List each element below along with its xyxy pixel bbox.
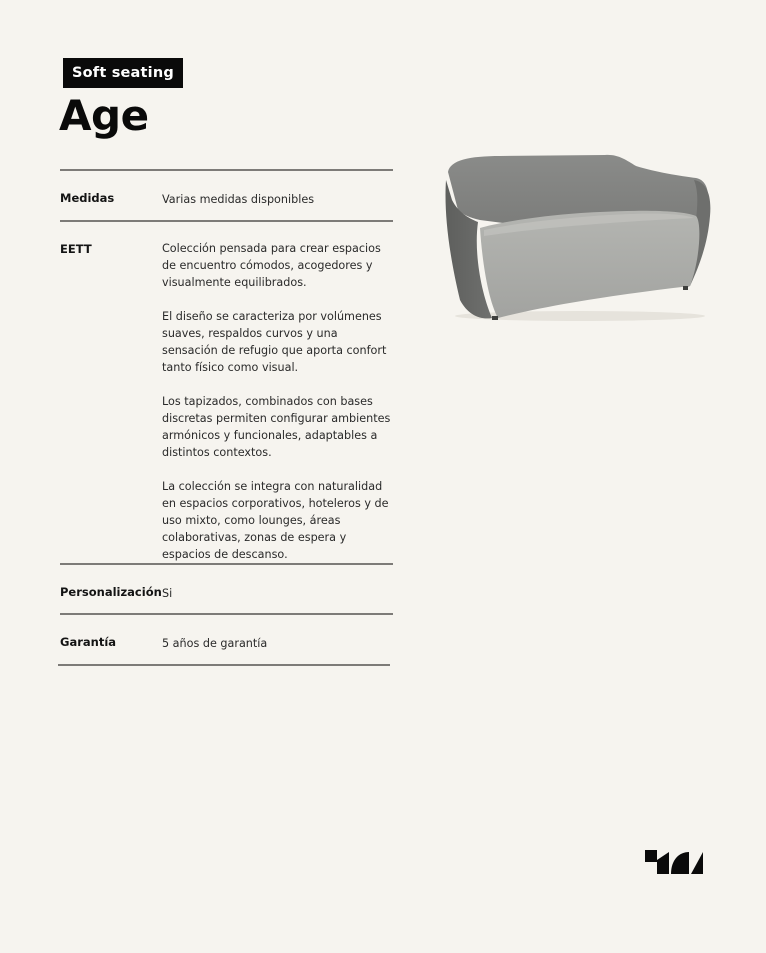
brand-logo-icon: [645, 850, 703, 876]
eett-paragraph: Colección pensada para crear espacios de encuentro cómodos, acogedores y visualmente equilibrados.: [162, 242, 381, 289]
spec-value-garantia: 5 años de garantía: [162, 637, 268, 650]
spec-value-eett: [162, 240, 393, 580]
sofa-image: [440, 150, 715, 325]
spec-row-medidas: [60, 171, 393, 220]
specs-table: [60, 169, 393, 666]
spec-value-medidas: Varias medidas disponibles: [162, 193, 315, 206]
eett-paragraph: Los tapizados, combinados con bases discretas permiten configurar ambientes armónicos y funcionales, adaptables a distintos contextos.: [162, 395, 391, 459]
spec-label-garantia: Garantía: [60, 635, 117, 649]
eett-paragraph: El diseño se caracteriza por volúmenes suaves, respaldos curvos y una sensación de refugio que aporta confort tanto físico como visual.: [162, 310, 387, 374]
eett-paragraph: La colección se integra con naturalidad en espacios corporativos, hoteleros y de uso mixto, como lounges, áreas colaborativas, zonas de espera y espacios de descanso.: [162, 480, 389, 561]
product-title: Age: [59, 91, 149, 140]
category-tag: Soft seating: [63, 58, 183, 88]
spec-label-eett: EETT: [60, 242, 92, 256]
spec-value-personalizacion: Si: [162, 587, 173, 600]
spec-label-medidas: Medidas: [60, 191, 115, 205]
spec-row-garantia: [60, 615, 393, 664]
spec-row-eett: [60, 222, 393, 563]
divider: [58, 664, 390, 666]
spec-label-personalizacion: Personalización: [60, 585, 162, 599]
